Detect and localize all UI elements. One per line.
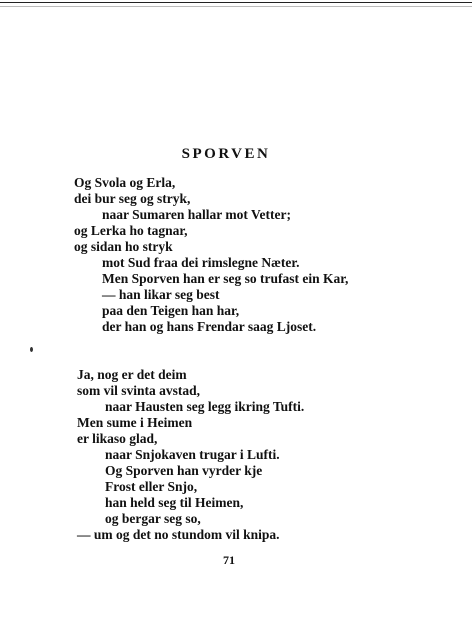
top-border-line [0, 2, 472, 3]
poem-line: paa den Teigen han har, [102, 303, 240, 318]
poem-line: Og Sporven han vyrder kje [105, 463, 263, 478]
poem-line: mot Sud fraa dei rimslegne Næter. [102, 255, 300, 270]
poem-line: der han og hans Frendar saag Ljoset. [102, 319, 317, 334]
poem-line: Og Svola og Erla, [74, 175, 176, 190]
poem-line: naar Sumaren hallar mot Vetter; [102, 207, 291, 222]
poem-line: Ja, nog er det deim [77, 367, 187, 382]
poem-line: — han likar seg best [102, 287, 220, 302]
poem-line: dei bur seg og stryk, [74, 191, 191, 206]
poem-line: og sidan ho stryk [74, 239, 173, 254]
poem-line: Men sume i Heimen [77, 415, 193, 430]
poem-line: og bergar seg so, [105, 511, 201, 526]
page-number: 71 [223, 553, 235, 567]
poem-line: Men Sporven han er seg so trufast ein Kar, [102, 271, 349, 286]
poem-line: naar Hausten seg legg ikring Tufti. [105, 399, 305, 414]
poem-line: — um og det no stundom vil knipa. [77, 527, 280, 542]
poem-line: er likaso glad, [77, 431, 158, 446]
poem-line: han held seg til Heimen, [105, 495, 244, 510]
poem-line: som vil svinta avstad, [77, 383, 201, 398]
paper-speck [30, 347, 33, 352]
poem-line: Frost eller Snjo, [105, 479, 198, 494]
top-border-shadow [0, 6, 472, 7]
poem-line: og Lerka ho tagnar, [74, 223, 188, 238]
poem-line: naar Snjokaven trugar i Lufti. [105, 447, 280, 462]
poem-title: SPORVEN [181, 146, 271, 162]
